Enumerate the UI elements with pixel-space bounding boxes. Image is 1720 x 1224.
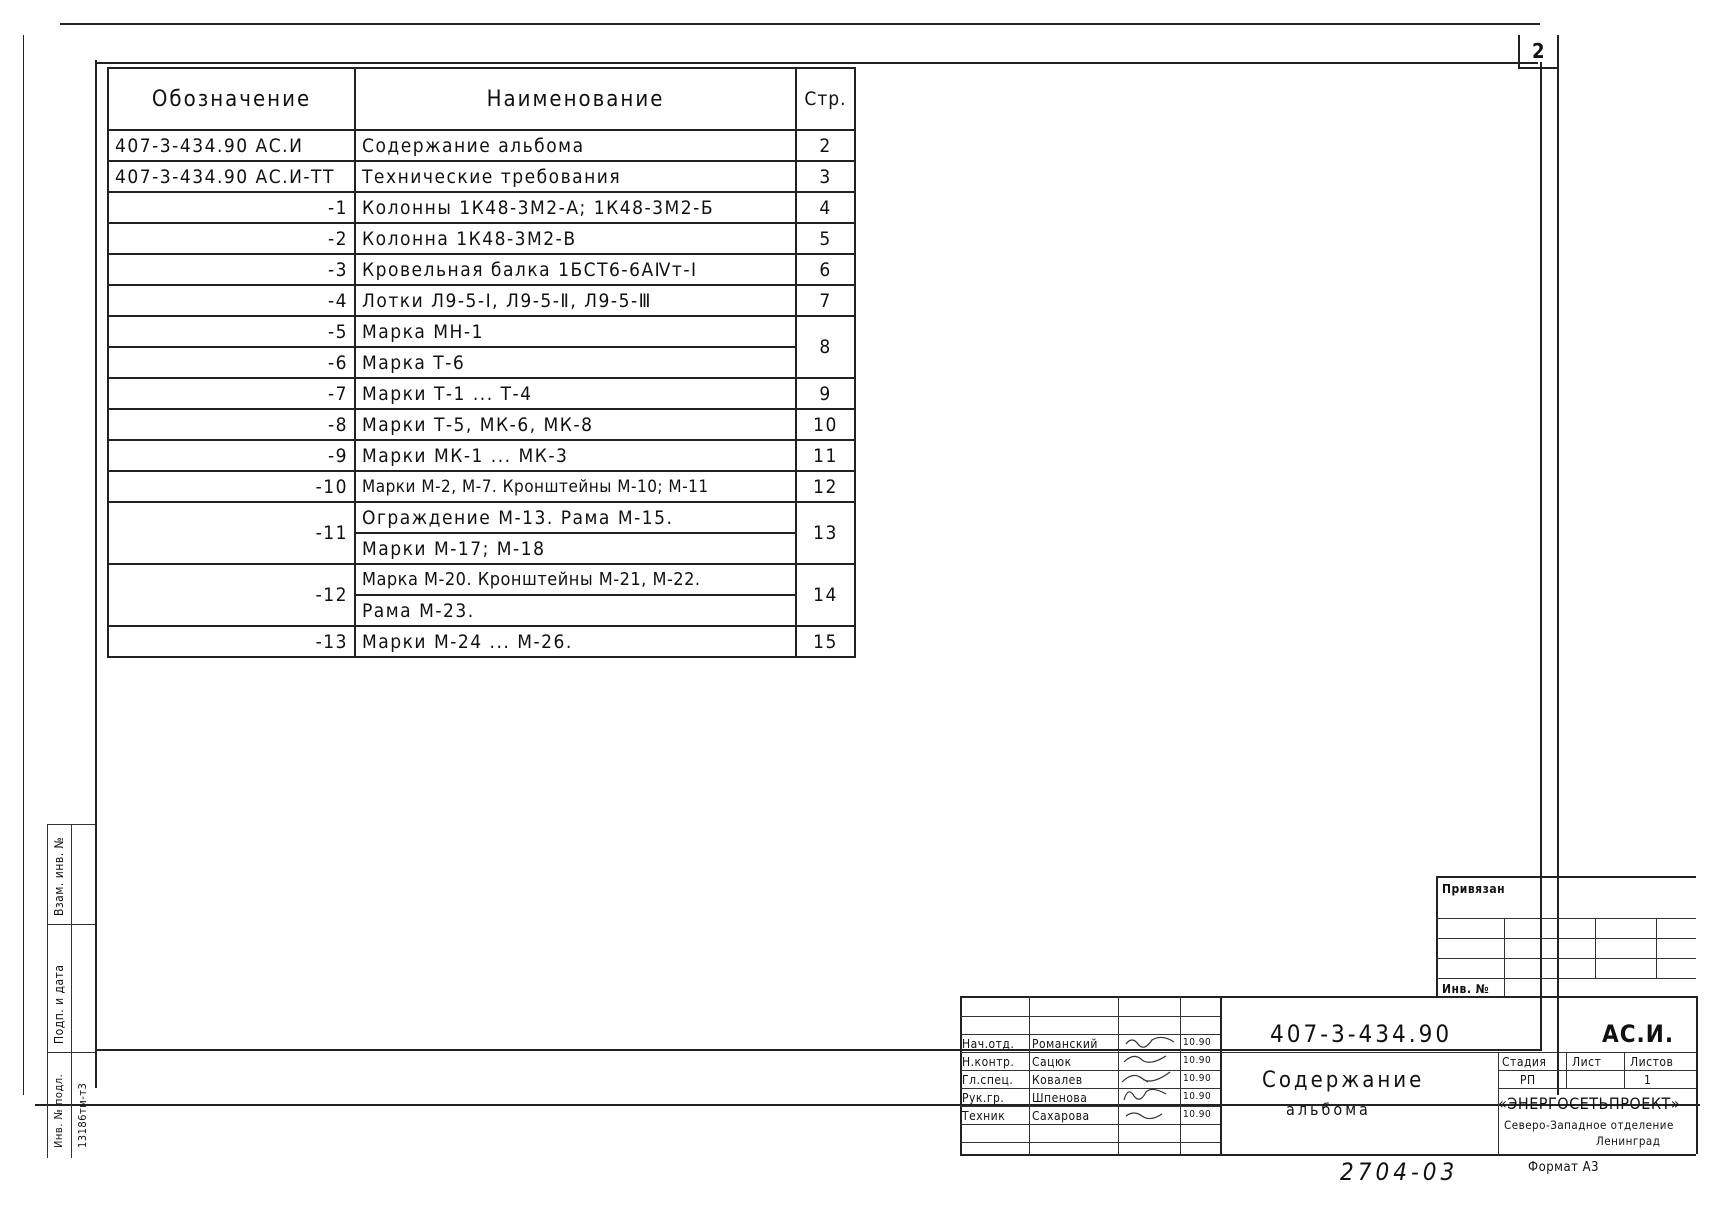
sig-row (960, 1016, 1220, 1017)
stage-row-divider (1498, 1070, 1696, 1071)
sheet-title-line2: альбома (1286, 1100, 1371, 1119)
stage-header: Стадия (1502, 1055, 1547, 1069)
sheet-title-line1: Содержание (1262, 1068, 1425, 1093)
row-name: Марки Т-5, МК-6, МК-8 (355, 409, 796, 440)
doc-code: 407-3-434.90 (1270, 1020, 1453, 1048)
stamp-divider (47, 824, 48, 1158)
table-row (108, 192, 855, 223)
sig-name: Ковалев (1032, 1073, 1083, 1087)
sig-role: Техник (962, 1109, 1006, 1123)
table-header-row (108, 68, 855, 130)
table-row (108, 161, 855, 192)
sig-role: Рук.гр. (962, 1091, 1005, 1105)
header-page: Стр. (796, 68, 855, 130)
frame-left-line (23, 35, 24, 1095)
table-row (108, 130, 855, 161)
table-row (108, 409, 855, 440)
sig-row (960, 1106, 1220, 1107)
row-page: 15 (796, 626, 855, 657)
row-name: Кровельная балка 1БСТ6-6АⅣт-Ⅰ (355, 254, 796, 285)
bottom-border (35, 1104, 1700, 1106)
row-name: Марки МК-1 ... МК-3 (355, 440, 796, 471)
org-city: Ленинград (1596, 1134, 1661, 1148)
frame-inner-top (95, 62, 1538, 64)
row-page: 14 (796, 564, 855, 626)
title-block-right (1696, 996, 1698, 1154)
row-page: 11 (796, 440, 855, 471)
binding-row (1436, 918, 1696, 919)
row-page: 4 (796, 192, 855, 223)
table-row (108, 440, 855, 471)
row-page: 12 (796, 471, 855, 502)
row-designation: -6 (108, 347, 355, 378)
sig-date: 10.90 (1183, 1055, 1212, 1066)
sig-name: Шпенова (1032, 1091, 1088, 1105)
stamp-divider (47, 924, 95, 925)
row-designation: -13 (108, 626, 355, 657)
row-name: Марка МН-1 (355, 316, 796, 347)
row-page: 6 (796, 254, 855, 285)
table-row (108, 223, 855, 254)
binding-row (1436, 978, 1696, 979)
format-label: Формат А3 (1528, 1160, 1600, 1175)
row-name: Марки М-24 ... М-26. (355, 626, 796, 657)
row-page: 7 (796, 285, 855, 316)
table-row (108, 626, 855, 657)
row-designation: -3 (108, 254, 355, 285)
row-designation: -10 (108, 471, 355, 502)
row-name: Колонны 1К48-3М2-А; 1К48-3М2-Б (355, 192, 796, 223)
sig-date: 10.90 (1183, 1037, 1212, 1048)
stamp-divider (47, 824, 95, 825)
binding-row (1436, 958, 1696, 959)
row-designation: 407-3-434.90 АС.И (108, 130, 355, 161)
row-name: Содержание альбома (355, 130, 796, 161)
handwritten-signatures (1118, 1016, 1180, 1126)
row-designation: -1 (108, 192, 355, 223)
sheet-number-box (1518, 35, 1558, 69)
header-name: Наименование (355, 68, 796, 130)
row-name: Марки М-2, М-7. Кронштейны М-10; М-11 (355, 471, 796, 502)
row-page: 13 (796, 502, 855, 564)
sig-role: Н.контр. (962, 1055, 1015, 1069)
org-name: «ЭНЕРГОСЕТЬПРОЕКТ» (1498, 1094, 1681, 1113)
sig-name: Сахарова (1032, 1109, 1090, 1123)
row-designation: -2 (108, 223, 355, 254)
binding-col (1656, 918, 1657, 978)
row-page: 5 (796, 223, 855, 254)
sheet-header: Лист (1572, 1055, 1602, 1069)
stage-col-divider (1624, 1052, 1625, 1088)
sig-name: Сацюк (1032, 1055, 1072, 1069)
row-designation: -5 (108, 316, 355, 347)
binding-col (1504, 918, 1505, 998)
row-designation: -7 (108, 378, 355, 409)
row-page: 9 (796, 378, 855, 409)
table-row (108, 316, 855, 347)
sig-date: 10.90 (1183, 1091, 1212, 1102)
sig-col (1180, 996, 1181, 1154)
sig-col (1220, 996, 1222, 1154)
title-block-top (960, 996, 1696, 998)
sig-name: Романский (1032, 1037, 1098, 1051)
row-name: Ограждение М-13. Рама М-15. (355, 502, 796, 533)
row-designation: -11 (108, 502, 355, 564)
sig-row (960, 1088, 1220, 1089)
title-block-bottom (960, 1154, 1696, 1156)
row-name: Колонна 1К48-3М2-В (355, 223, 796, 254)
row-designation: 407-3-434.90 АС.И-ТТ (108, 161, 355, 192)
contents-table (107, 67, 856, 658)
row-name: Марка М-20. Кронштейны М-21, М-22. (355, 564, 796, 595)
row-page: 2 (796, 130, 855, 161)
sig-role: Гл.спец. (962, 1073, 1014, 1087)
sheet-value: 1 (1644, 1073, 1652, 1087)
binding-row (1436, 938, 1696, 939)
row-page: 8 (796, 316, 855, 378)
binding-top-line (1436, 876, 1696, 878)
binding-title: Привязан (1442, 882, 1506, 896)
stamp-inv-orig-value: 13186тм-т3 (76, 1082, 89, 1148)
org-division: Северо-Западное отделение (1504, 1118, 1674, 1132)
row-name: Технические требования (355, 161, 796, 192)
sheet-number: 2 (1532, 39, 1545, 63)
row-name: Марки Т-1 ... Т-4 (355, 378, 796, 409)
stamp-sign-date-label: Подп. и дата (52, 964, 66, 1044)
table-row (108, 254, 855, 285)
stage-value: РП (1520, 1073, 1536, 1087)
row-designation: -8 (108, 409, 355, 440)
stage-col-divider (1566, 1052, 1567, 1088)
sig-role: Нач.отд. (962, 1037, 1015, 1051)
stamp-divider (71, 824, 72, 1158)
header-designation: Обозначение (108, 68, 355, 130)
sig-col (1029, 996, 1030, 1154)
row-name: Марка Т-6 (355, 347, 796, 378)
top-border (60, 23, 1540, 25)
row-designation: -12 (108, 564, 355, 626)
stamp-replace-inv-label: Взам. инв. № (52, 836, 66, 916)
table-row (108, 285, 855, 316)
frame-inner-left (95, 60, 97, 1088)
stamp-inv-orig-label: Инв. № подл. (52, 1073, 65, 1148)
table-row (108, 564, 855, 595)
table-row (108, 471, 855, 502)
sig-date: 10.90 (1183, 1109, 1212, 1120)
binding-inv-label: Инв. № (1442, 982, 1490, 996)
row-page: 3 (796, 161, 855, 192)
binding-col (1595, 918, 1596, 978)
sig-date: 10.90 (1183, 1073, 1212, 1084)
sig-row (960, 1070, 1220, 1071)
sig-row (960, 1034, 1220, 1035)
row-name: Марки М-17; М-18 (355, 533, 796, 564)
row-designation: -9 (108, 440, 355, 471)
stamp-number: 2704-03 (1340, 1158, 1459, 1186)
row-designation: -4 (108, 285, 355, 316)
row-page: 10 (796, 409, 855, 440)
sheets-header: Листов (1630, 1055, 1674, 1069)
doc-mark: АС.И. (1602, 1020, 1675, 1048)
sig-row (960, 1052, 1220, 1053)
frame-inner-bottom (95, 1049, 1542, 1051)
table-row (108, 502, 855, 533)
stamp-divider (47, 1052, 95, 1053)
sig-row (960, 1124, 1220, 1125)
table-row (108, 378, 855, 409)
row-name: Лотки Л9-5-Ⅰ, Л9-5-Ⅱ, Л9-5-Ⅲ (355, 285, 796, 316)
stage-row-divider (1498, 1088, 1696, 1089)
table-row (108, 347, 855, 378)
sig-row (960, 1142, 1220, 1143)
row-name: Рама М-23. (355, 595, 796, 626)
